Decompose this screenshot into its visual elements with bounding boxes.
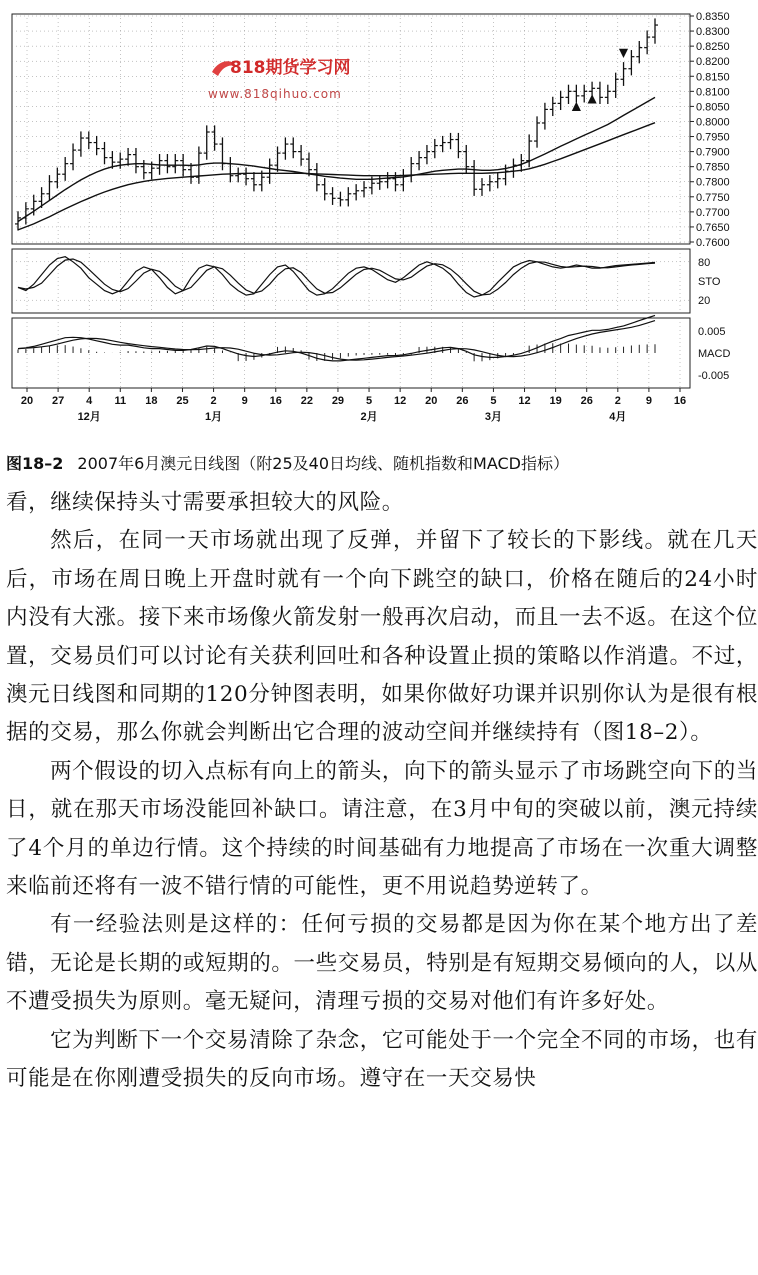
sto-tick-label: 20 <box>698 295 711 308</box>
price-panel <box>15 18 658 230</box>
x-day-tick-label: 12 <box>394 395 407 407</box>
figure-number: 图18–2 <box>6 454 64 473</box>
price-tick-label: 0.7950 <box>696 131 730 144</box>
x-month-label: 2月 <box>360 411 378 423</box>
x-day-tick-label: 5 <box>490 395 497 407</box>
price-tick-label: 0.8350 <box>696 11 730 23</box>
chart-svg <box>0 0 758 440</box>
price-tick-label: 0.8200 <box>696 56 730 69</box>
aud-daily-chart <box>0 0 758 440</box>
x-month-label: 4月 <box>609 411 627 423</box>
macd-panel <box>18 315 655 361</box>
x-day-tick-label: 18 <box>145 395 158 407</box>
x-day-tick-label: 20 <box>20 395 34 407</box>
x-day-tick-label: 16 <box>269 395 282 407</box>
price-tick-label: 0.7750 <box>696 191 730 204</box>
price-tick-label: 0.8250 <box>696 41 730 54</box>
price-tick-label: 0.7850 <box>696 161 730 174</box>
price-tick-label: 0.8000 <box>696 116 730 129</box>
x-day-tick-label: 9 <box>241 395 248 407</box>
entry-up-arrow: ▲ <box>587 90 597 105</box>
price-tick-label: 0.7800 <box>696 176 730 189</box>
entry-up-arrow: ▲ <box>571 98 581 113</box>
price-tick-label: 0.8050 <box>696 101 730 114</box>
macd-tick-label: MACD <box>698 348 731 360</box>
paragraph-1: 看，继续保持头寸需要承担较大的风险。 <box>6 490 404 515</box>
paragraph-2: 然后，在同一天市场就出现了反弹，并留下了较长的下影线。就在几天后，市场在周日晚上开盘时就有一个向下跳空的缺口，价格在随后的24小时内没有大涨。接下来市场像火箭发射一般再次启动，而且一去不返。在这个位置，交易员们可以讨论有关获利回吐和各种设置止损的策略以作消遣。不过，澳元日线图和同期的120分钟图表明，如果你做好功课并识别你认为是很有根据的交易，那么你就会判断出它合理的波动空间并继续持有（图18–2）。 <box>6 528 758 746</box>
x-day-tick-label: 9 <box>645 395 652 407</box>
gap-down-arrow: ▼ <box>618 45 629 60</box>
price-tick-label: 0.7700 <box>696 206 730 219</box>
paragraph-4: 有一经验法则是这样的：任何亏损的交易都是因为你在某个地方出了差错，无论是长期的或短期的。一些交易员，特别是有短期交易倾向的人，以从不遭受损失为原则。毫无疑问，清理亏损的交易对他们有许多好处。 <box>6 912 758 1015</box>
figure-caption <box>6 451 756 474</box>
price-tick-label: 0.8300 <box>696 26 730 39</box>
macd-tick-label: 0.005 <box>698 326 726 339</box>
x-day-tick-label: 22 <box>300 395 313 407</box>
x-day-tick-label: 16 <box>673 395 687 407</box>
x-month-label: 1月 <box>205 411 223 423</box>
sto-panel <box>18 257 655 297</box>
x-day-tick-label: 11 <box>114 395 127 407</box>
figure-caption-text: 2007年6月澳元日线图（附25及40日均线、随机指数和MACD指标） <box>77 454 569 473</box>
sto-frame <box>12 249 690 313</box>
grid-layer <box>12 14 690 388</box>
price-tick-label: 0.7900 <box>696 146 730 159</box>
x-day-tick-label: 27 <box>51 395 65 407</box>
x-day-tick-label: 19 <box>549 395 562 407</box>
x-day-tick-label: 4 <box>86 395 93 407</box>
x-month-label: 3月 <box>484 411 502 423</box>
price-frame <box>12 14 690 244</box>
x-day-tick-label: 25 <box>176 395 189 407</box>
x-day-tick-label: 26 <box>456 395 469 407</box>
paragraph-3: 两个假设的切入点标有向上的箭头，向下的箭头显示了市场跳空向下的当日，就在那天市场没能回补缺口。请注意，在3月中旬的突破以前，澳元持续了4个月的单边行情。这个持续的时间基础有力地提高了市场在一次重大调整来临前还将有一波不错行情的可能性，更不用说趋势逆转了。 <box>6 758 758 900</box>
macd-signal-line <box>18 321 655 361</box>
body-text <box>6 484 758 1099</box>
sto-k-line <box>18 257 655 297</box>
x-day-tick-label: 12 <box>518 395 531 407</box>
sto-tick-label: 80 <box>698 256 711 269</box>
price-tick-label: 0.7600 <box>696 237 730 249</box>
ma40-line <box>18 123 655 230</box>
watermark-url: www.818qihuo.com <box>208 87 342 101</box>
watermark <box>208 57 351 101</box>
price-tick-label: 0.7650 <box>696 221 730 234</box>
macd-line <box>18 315 655 361</box>
macd-tick-label: -0.005 <box>698 369 730 382</box>
watermark-brand: 818期货学习网 <box>230 58 351 78</box>
sto-tick-label: STO <box>698 276 721 288</box>
x-day-tick-label: 20 <box>425 395 438 407</box>
x-day-tick-label: 2 <box>210 395 217 407</box>
x-day-tick-label: 26 <box>580 395 593 407</box>
price-tick-label: 0.8150 <box>696 71 730 84</box>
paragraph-5: 它为判断下一个交易清除了杂念，它可能处于一个完全不同的市场，也有可能是在你刚遭受损失的反向市场。遵守在一天交易快 <box>6 1027 758 1092</box>
sto-d-line <box>18 259 655 295</box>
x-month-label: 12月 <box>77 411 101 423</box>
macd-frame <box>12 318 690 388</box>
price-tick-label: 0.8100 <box>696 86 730 99</box>
x-day-tick-label: 29 <box>331 395 345 407</box>
x-day-tick-label: 5 <box>365 395 373 407</box>
x-day-tick-label: 2 <box>614 395 621 407</box>
